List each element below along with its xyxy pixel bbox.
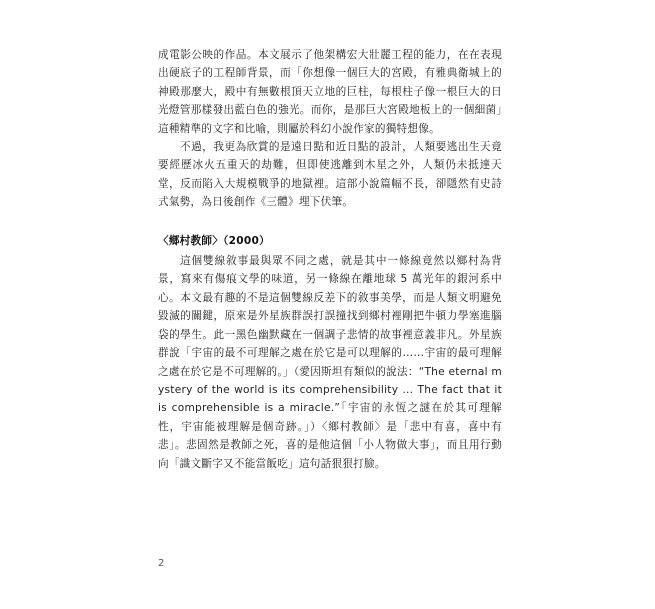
page-body	[158, 46, 502, 473]
section-heading: 〈鄉村教師〉（2000）	[158, 234, 270, 247]
page-number: 2	[158, 558, 165, 569]
paragraph-village-teacher: 這個雙線敘事最與眾不同之處，就是其中一條線竟然以鄉村為背景，寫來有傷痕文學的味道，另一條線在離地球 5 萬光年的銀河系中心。本文最有趣的不是這個雙線反差下的敘事美學，而是人類文明避免毀滅的關鍵，原來是外星族群誤打誤撞找到鄉村裡剛把牛頓力學塞進腦袋的學生。此一黑色幽默藏在一個調子悲情的故事裡意義非凡。外星族群說「宇宙的最不可理解之處在於它是可以理解的……宇宙的最可理解之處在於它是不可理解的。」（愛因斯坦有類似的說法：“The eternal mystery of the world is its comprehensibility ... The fact that it is comprehensible is a miracle.”「宇宙的永恆之謎在於其可理解性，宇宙能被理解是個奇跡。」）〈鄉村教師〉是「悲中有喜，喜中有悲」。悲固然是教師之死，喜的是他這個「小人物做大事」，而且用行動向「識文斷字又不能當飯吃」這句話狠狠打臉。	[158, 255, 502, 470]
paragraph-continued: 成電影公映的作品。本文展示了他架構宏大壯麗工程的能力，在在表現出硬底子的工程師背景，而「你想像一個巨大的宮殿，有雅典衛城上的神殿那麼大，殿中有無數根頂天立地的巨柱，每根柱子像一根巨大的日光燈管那樣發出藍白色的強光。而你，是那巨大宮殿地板上的一個細菌」這種精準的文字和比喻，則屬於科幻小說作家的獨特想像。	[158, 49, 502, 135]
paragraph-perihelion: 不過，我更為欣賞的是遠日點和近日點的設計，人類要逃出生天竟要經歷冰火五重天的劫難，但即使逃離到木星之外，人類仍未抵達天堂，反而陷入大規模戰爭的地獄裡。這部小說篇幅不長，卻隱然有史詩式氣勢，為日後創作《三體》埋下伏筆。	[158, 141, 502, 209]
